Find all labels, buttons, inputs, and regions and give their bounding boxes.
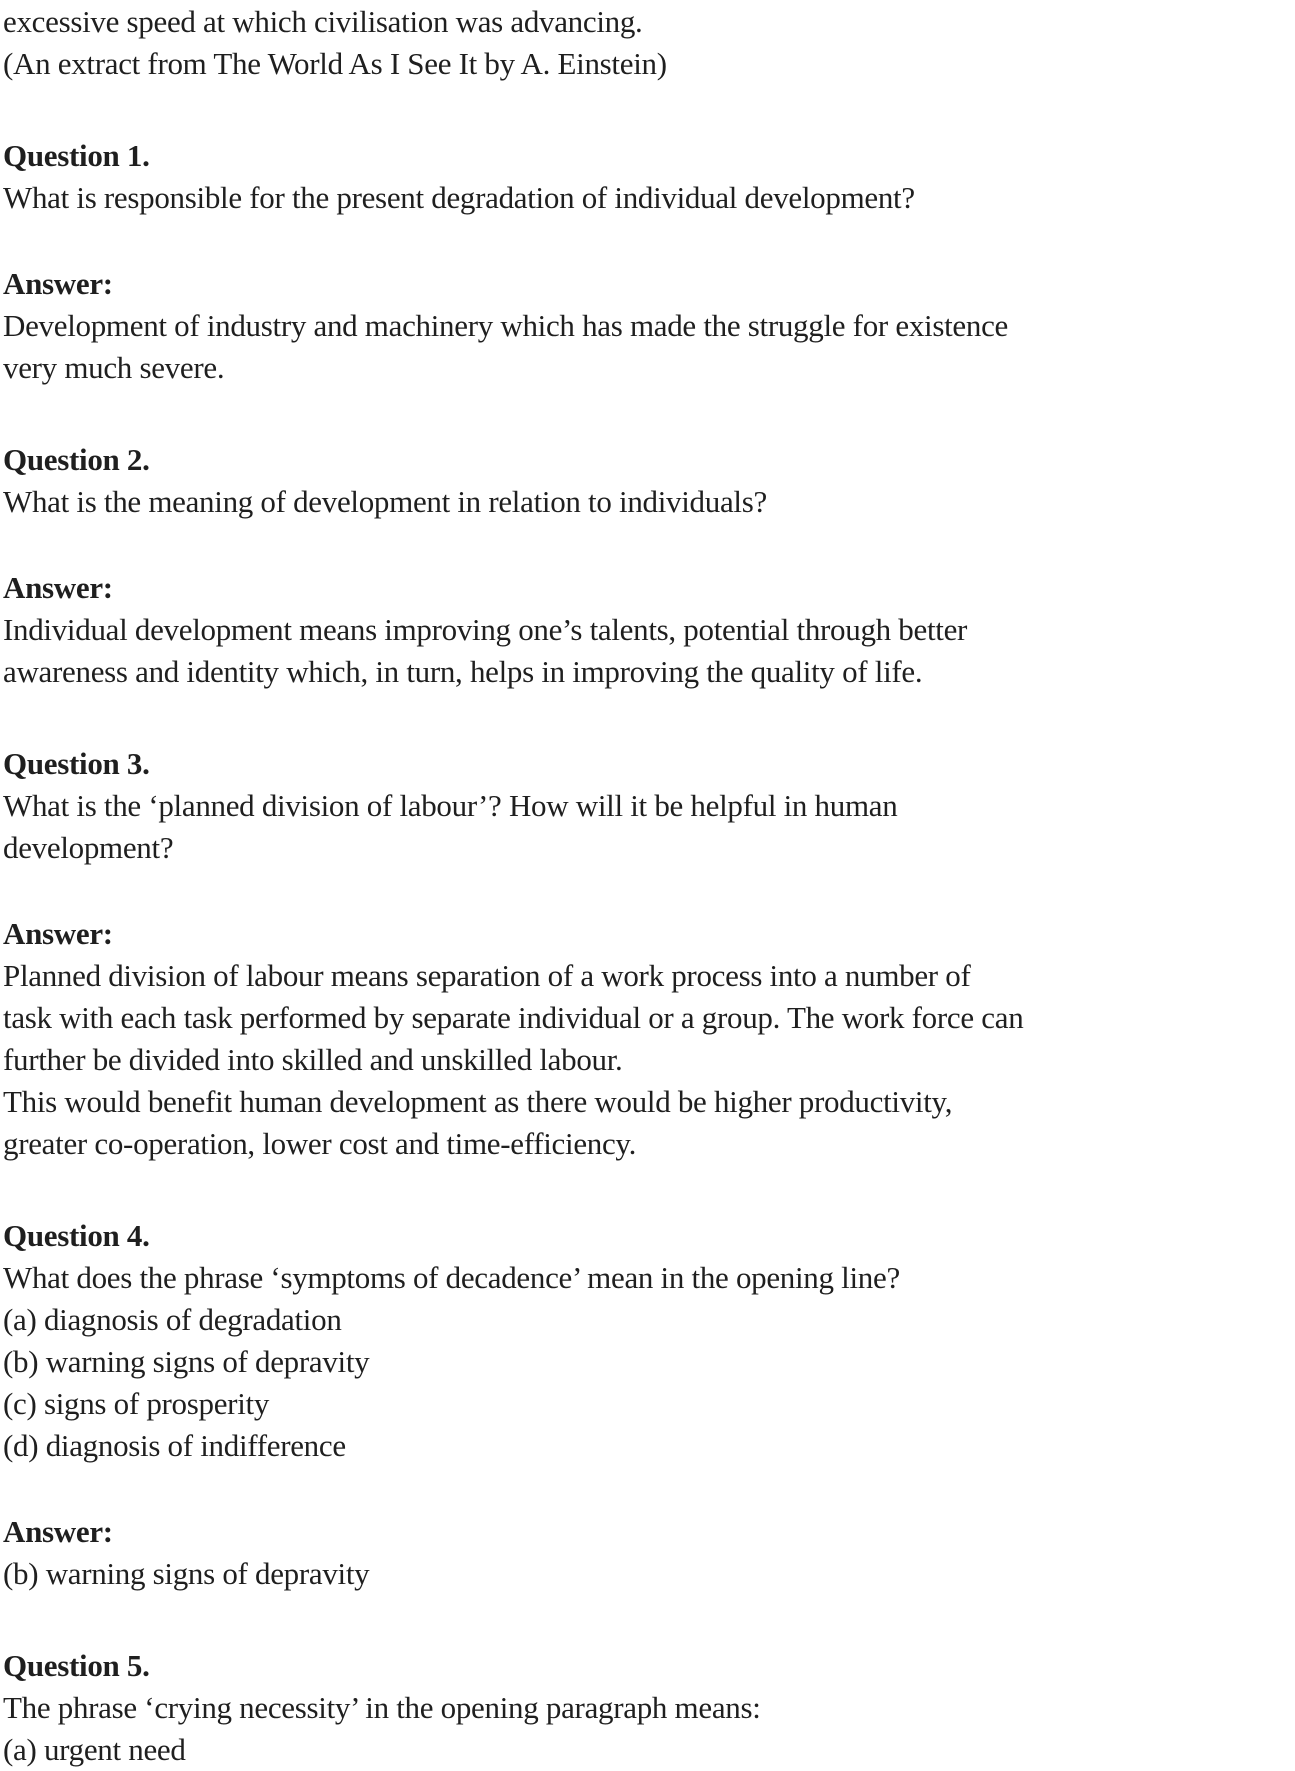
question-4-option-d: (d) diagnosis of indifference bbox=[3, 1428, 346, 1463]
question-4-option-c: (c) signs of prosperity bbox=[3, 1386, 270, 1421]
answer-2-text-line: Individual development means improving one’s talents, potential through better bbox=[3, 612, 968, 647]
question-5-text: The phrase ‘crying necessity’ in the opening paragraph means: bbox=[3, 1690, 761, 1725]
question-5-option-a: (a) urgent need bbox=[3, 1732, 186, 1767]
question-3-text-line: development? bbox=[3, 830, 174, 865]
question-4-option-a: (a) diagnosis of degradation bbox=[3, 1302, 342, 1337]
question-3-heading: Question 3. bbox=[3, 746, 150, 781]
question-4-heading: Question 4. bbox=[3, 1218, 150, 1253]
question-5-block bbox=[3, 1645, 1295, 1771]
question-2-block bbox=[3, 439, 1295, 523]
answer-3-text-line: This would benefit human development as there would be higher productivity, bbox=[3, 1084, 953, 1119]
question-4-block bbox=[3, 1215, 1295, 1467]
answer-1-text-line: Development of industry and machinery which has made the struggle for existence bbox=[3, 308, 1009, 343]
document-page bbox=[3, 1, 1295, 1771]
answer-3-text-line: task with each task performed by separate individual or a group. The work force can bbox=[3, 1000, 1024, 1035]
intro-paragraph bbox=[3, 1, 1295, 85]
answer-3-text-line: greater co-operation, lower cost and time-efficiency. bbox=[3, 1126, 637, 1161]
answer-2-text-line: awareness and identity which, in turn, helps in improving the quality of life. bbox=[3, 654, 923, 689]
answer-3-text-line: Planned division of labour means separation of a work process into a number of bbox=[3, 958, 971, 993]
answer-4-text: (b) warning signs of depravity bbox=[3, 1556, 370, 1591]
question-2-text: What is the meaning of development in relation to individuals? bbox=[3, 484, 767, 519]
question-3-text-line: What is the ‘planned division of labour’? How will it be helpful in human bbox=[3, 788, 898, 823]
answer-4-heading: Answer: bbox=[3, 1514, 113, 1549]
answer-3-text-line: further be divided into skilled and unskilled labour. bbox=[3, 1042, 623, 1077]
answer-1-heading: Answer: bbox=[3, 266, 113, 301]
answer-4-block bbox=[3, 1511, 1295, 1595]
question-1-block bbox=[3, 135, 1295, 219]
answer-2-heading: Answer: bbox=[3, 570, 113, 605]
question-4-option-b: (b) warning signs of depravity bbox=[3, 1344, 370, 1379]
answer-1-block bbox=[3, 263, 1295, 389]
question-2-heading: Question 2. bbox=[3, 442, 150, 477]
answer-3-block bbox=[3, 913, 1295, 1165]
question-4-text: What does the phrase ‘symptoms of decadence’ mean in the opening line? bbox=[3, 1260, 900, 1295]
question-3-block bbox=[3, 743, 1295, 869]
answer-2-block bbox=[3, 567, 1295, 693]
question-5-heading: Question 5. bbox=[3, 1648, 150, 1683]
source-attribution-line: (An extract from The World As I See It by A. Einstein) bbox=[3, 46, 667, 81]
question-1-heading: Question 1. bbox=[3, 138, 150, 173]
answer-3-heading: Answer: bbox=[3, 916, 113, 951]
answer-1-text-line: very much severe. bbox=[3, 350, 225, 385]
question-1-text: What is responsible for the present degradation of individual development? bbox=[3, 180, 915, 215]
intro-line: excessive speed at which civilisation was advancing. bbox=[3, 4, 643, 39]
